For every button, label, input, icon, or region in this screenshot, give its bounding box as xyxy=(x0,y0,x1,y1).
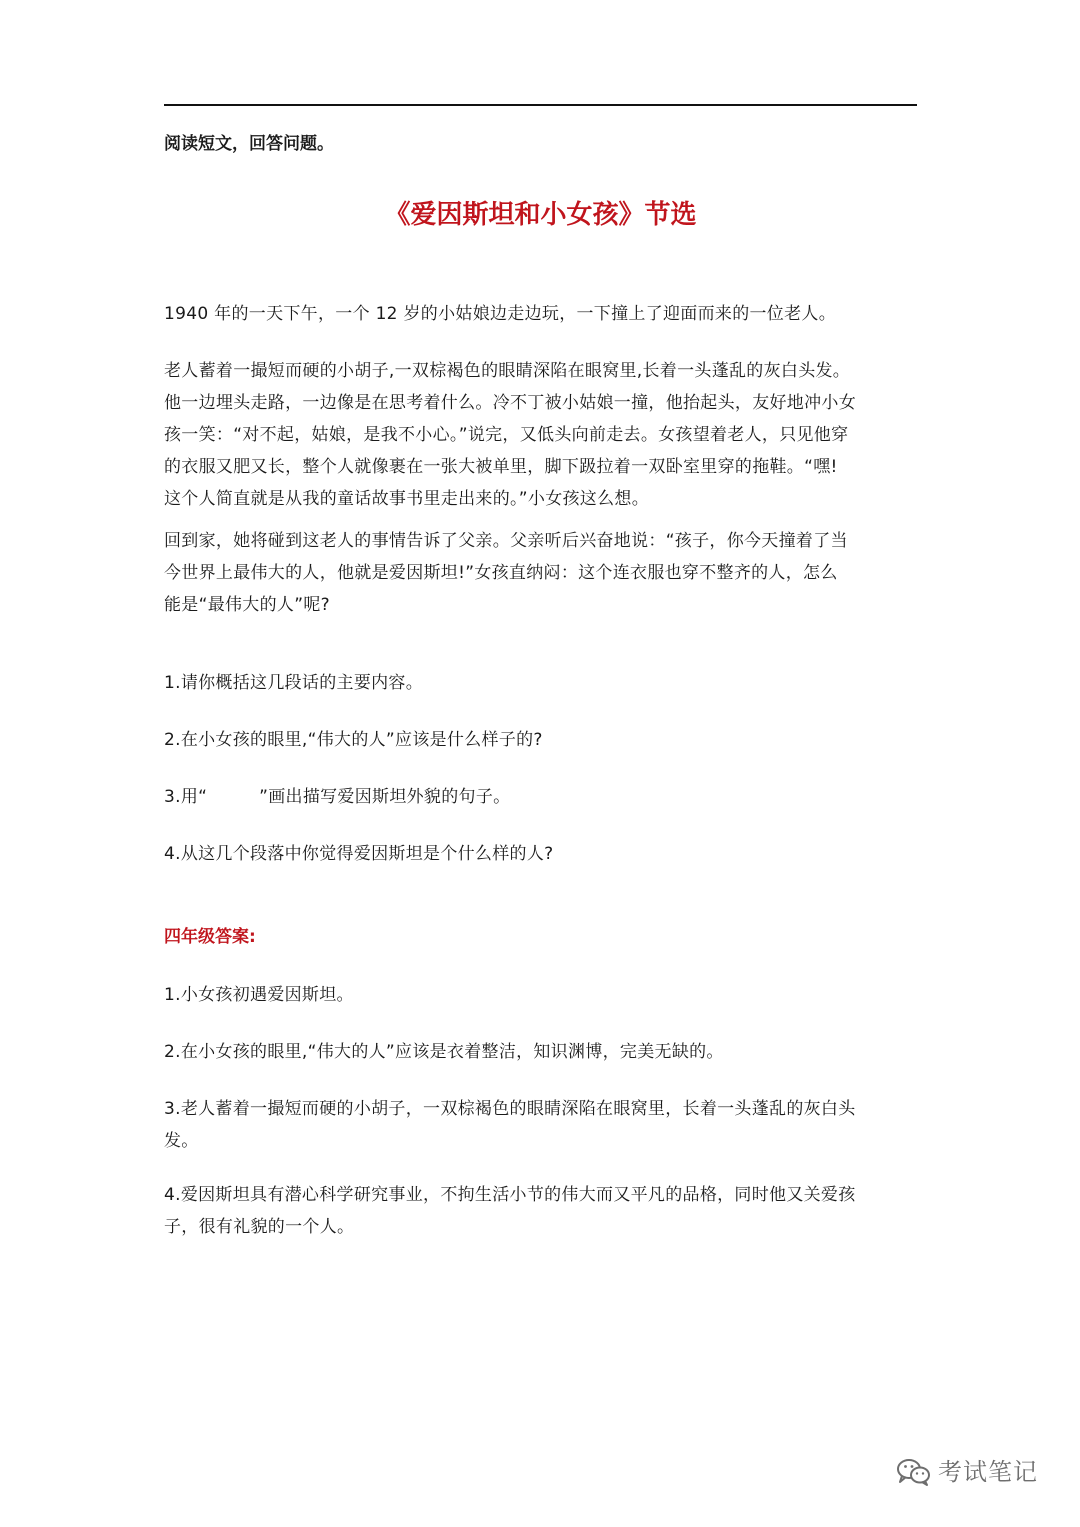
question-text: 3.用“ ”画出描写爱因斯坦外貌的句子。 xyxy=(164,787,511,807)
answer-line: 1.小女孩初遇爱因斯坦。 xyxy=(164,985,354,1005)
passage-paragraph-2 xyxy=(164,355,917,515)
question-2 xyxy=(164,724,917,756)
answer-line: 2.在小女孩的眼里,“伟大的人”应该是衣着整洁，知识渊博，完美无缺的。 xyxy=(164,1042,724,1062)
question-text: 1.请你概括这几段话的主要内容。 xyxy=(164,673,424,693)
answer-4 xyxy=(164,1179,917,1243)
paragraph-line: 1940 年的一天下午，一个 12 岁的小姑娘边走边玩，一下撞上了迎面而来的一位老人。 xyxy=(164,304,837,324)
question-text: 2.在小女孩的眼里,“伟大的人”应该是什么样子的? xyxy=(164,730,543,750)
answer-1 xyxy=(164,979,917,1011)
question-1 xyxy=(164,667,917,699)
answer-line: 4.爱因斯坦具有潜心科学研究事业，不拘生活小节的伟大而又平凡的品格，同时他又关爱孩 xyxy=(164,1185,856,1205)
paragraph-line: 孩一笑：“对不起，姑娘，是我不小心。”说完，又低头向前走去。女孩望着老人，只见他穿 xyxy=(164,425,849,445)
answer-line: 3.老人蓄着一撮短而硬的小胡子，一双棕褐色的眼睛深陷在眼窝里，长着一头蓬乱的灰白头 xyxy=(164,1099,856,1119)
header-rule xyxy=(164,104,917,106)
paragraph-line: 老人蓄着一撮短而硬的小胡子,一双棕褐色的眼睛深陷在眼窝里,长着一头蓬乱的灰白头发。 xyxy=(164,361,851,381)
watermark-text: 考试笔记 xyxy=(938,1458,1038,1486)
answers-heading: 四年级答案: xyxy=(164,927,256,947)
answer-3 xyxy=(164,1093,917,1157)
answer-line: 子，很有礼貌的一个人。 xyxy=(164,1217,355,1237)
answer-line: 发。 xyxy=(164,1131,199,1151)
question-3 xyxy=(164,781,917,813)
wechat-icon xyxy=(896,1457,932,1487)
paragraph-line: 能是“最伟大的人”呢? xyxy=(164,595,330,615)
paragraph-line: 今世界上最伟大的人，他就是爱因斯坦!”女孩直纳闷：这个连衣服也穿不整齐的人，怎么 xyxy=(164,563,838,583)
passage-paragraph-3 xyxy=(164,525,917,621)
paragraph-line: 他一边埋头走路，一边像是在思考着什么。冷不丁被小姑娘一撞，他抬起头，友好地冲小女 xyxy=(164,393,856,413)
answer-2 xyxy=(164,1036,917,1068)
passage-title: 《爱因斯坦和小女孩》节选 xyxy=(384,200,697,230)
question-4 xyxy=(164,838,917,870)
paragraph-line: 的衣服又肥又长，整个人就像裹在一张大被单里，脚下趿拉着一双卧室里穿的拖鞋。“嘿! xyxy=(164,457,838,477)
paragraph-line: 这个人简直就是从我的童话故事书里走出来的。”小女孩这么想。 xyxy=(164,489,650,509)
instruction-text: 阅读短文，回答问题。 xyxy=(164,134,334,154)
passage-paragraph-1 xyxy=(164,298,917,330)
paragraph-line: 回到家，她将碰到这老人的事情告诉了父亲。父亲听后兴奋地说：“孩子，你今天撞着了当 xyxy=(164,531,848,551)
watermark xyxy=(896,1452,1038,1492)
question-text: 4.从这几个段落中你觉得爱因斯坦是个什么样的人? xyxy=(164,844,554,864)
